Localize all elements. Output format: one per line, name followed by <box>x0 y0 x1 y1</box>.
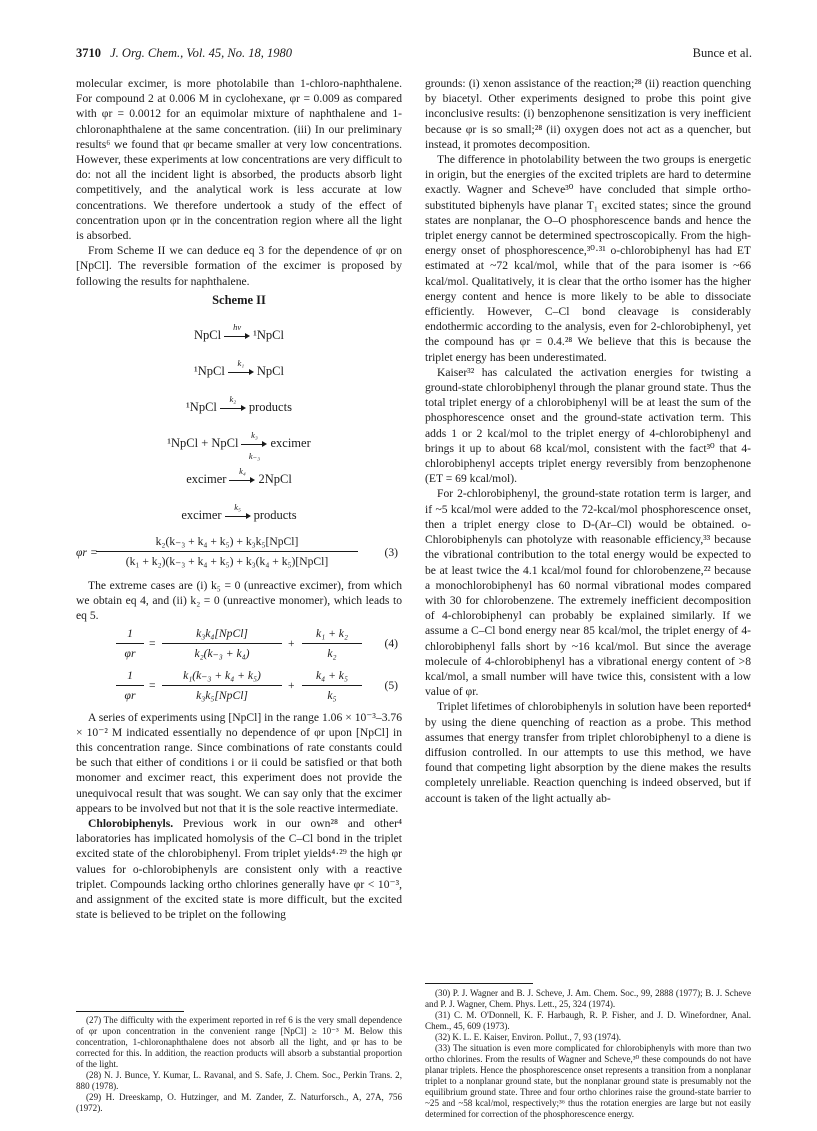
denominator: k₅ <box>327 688 337 702</box>
left-column <box>76 76 402 923</box>
reaction-arrow-icon <box>224 322 250 341</box>
reaction-arrow-icon <box>220 394 246 413</box>
numerator: k₁(k₋₃ + k₄ + k₅) <box>162 668 282 686</box>
numerator: k₁ + k₂ <box>302 626 362 644</box>
footnote-divider <box>76 1011 184 1012</box>
paragraph-text: Previous work in our own²⁸ and other⁴ laboratories has implicated homolysis of the C–Cl bond in the triplet excited state of the chlorobiphenyl. From triplet yields⁴·²⁹ the high φr values for o-chlorobiphenyls are consistent only with a reactive triplet. Compounds lacking ortho chlorines generally have φr < 10⁻³, and assignment of the excited state is more difficult, but the excited state is believed to be triplet on the following <box>76 817 402 922</box>
reactant: ¹NpCl + NpCl <box>167 436 239 451</box>
numerator: k₃k₄[NpCl] <box>162 626 282 644</box>
product: products <box>248 400 292 415</box>
numerator: 1 <box>116 626 144 644</box>
scheme-title: Scheme II <box>212 292 266 307</box>
page-number: 3710 <box>76 46 101 60</box>
footnote: (32) K. L. E. Kaiser, Environ. Pollut., 7, 93 (1974). <box>435 1032 622 1042</box>
paragraph: For 2-chlorobiphenyl, the ground-state rotation term is larger, and if ~5 kcal/mol were added to the 72-kcal/mol phosphorescence onset, then a triplet energy close to D-(Ar–Cl) would be obtained. o-Chlorobiphenyls can photolyze with reasonable efficiency,³³ because the vibrational contribution to the total energy would be expected to be at least twice the 4.1 kcal/mol found for chlorobenzene,²² because a monochlorobiphenyl has 60 normal vibrational modes compared with 30 for chlorobenzene. The extremely inefficient decomposition of 4-chlorobiphenyl can probably be explained similarly. If we assume a C–Cl bond energy near 85 kcal/mol, the triplet energy of 4-chlorobiphenyl falls short by ~16 kcal/mol. But since the average molecule of 4-chlorobiphenyl has a vibrational energy content of >8 kcal/mol, a small number will have twice this, consistent with a low value of φr. <box>425 487 751 699</box>
reaction-line <box>76 494 402 530</box>
rate-constant: k₂ <box>229 394 237 405</box>
equation-number: (5) <box>384 678 398 692</box>
footnote: (30) P. J. Wagner and B. J. Scheve, J. Am. Chem. Soc., 99, 2888 (1977); B. J. Scheve and P. J. Wagner, Chem. Phys. Lett., 25, 324 (1974). <box>425 988 751 1009</box>
equation-lhs: φr = <box>76 546 98 560</box>
footnote-divider <box>425 983 533 984</box>
reaction-line <box>76 422 402 462</box>
footnotes-right <box>425 988 751 1120</box>
right-column <box>425 76 751 806</box>
rate-constant: k₁ <box>237 358 245 369</box>
product: excimer <box>270 436 311 451</box>
rate-constant: k₄ <box>239 466 246 477</box>
running-header <box>76 46 752 64</box>
product: ¹NpCl <box>253 328 284 343</box>
paragraph: grounds: (i) xenon assistance of the reaction;²⁸ (ii) reaction quenching by biacetyl. Other experiments designed to probe this point give inconclusive results: (i) benzophenone sensitization is very inefficient because φr is so small;²⁸ (ii) oxygen does not act as a quencher, but instead, it promotes decomposition. <box>425 77 751 151</box>
footnote: (31) C. M. O'Donnell, K. F. Harbaugh, R. P. Fisher, and J. D. Winefordner, Anal. Chem., 45, 609 (1973). <box>425 1010 751 1031</box>
footnote: (27) The difficulty with the experiment reported in ref 6 is the very small dependence of φr upon concentration in the convenient range [NpCl] ≥ 10⁻³ M. Below this concentration, 1-chloronaphthalene does not absorb all the light, and φr has to be corrected for this. In addition, the reaction products will absorb a substantial proportion of the light. <box>76 1015 402 1069</box>
paragraph: The extreme cases are (i) k₅ = 0 (unreactive excimer), from which we obtain eq 4, and (ii) k₂ = 0 (unreactive monomer), which leads to eq 5. <box>76 579 402 623</box>
equals-sign: = <box>149 678 156 692</box>
rate-constant: hν <box>233 322 242 333</box>
product: 2NpCl <box>258 472 292 487</box>
reaction-arrow-icon <box>228 358 254 377</box>
reactant: ¹NpCl <box>194 364 225 379</box>
paragraph: Triplet lifetimes of chlorobiphenyls in solution have been reported⁴ by using the diene quenching of reaction as a probe. This method assumes that energy transfer from triplet chlorobiphenyl to a diene is diffusion controlled. In our attempts to use this method, we have found that competing light absorption by the diene makes the results completely unreliable. Reaction quenching is indeed observed, but if account is taken of the light actually ab- <box>425 700 751 805</box>
reaction-line <box>76 314 402 350</box>
paragraph: From Scheme II we can deduce eq 3 for the dependence of φr on [NpCl]. The reversible formation of the excimer is proposed by following the results for naphthalene. <box>76 244 402 288</box>
denominator: φr <box>124 646 136 660</box>
product: NpCl <box>256 364 284 379</box>
equals-sign: = <box>149 636 156 650</box>
reaction-line <box>76 386 402 422</box>
reactant: excimer <box>186 472 227 487</box>
running-authors: Bunce et al. <box>692 46 752 60</box>
reaction-arrow-icon <box>229 466 255 485</box>
equation-4 <box>76 626 402 666</box>
paragraph: Kaiser³² has calculated the activation energies for twisting a ground-state chlorobiphenyl through the planar ground state. Thus the total triplet energy of a chlorobiphenyl will be at least the sum of the phosphorescence onset and the ground-state activation term. This adds 1 or 2 kcal/mol to the triplet energy of 4-chlorobiphenyl and brings it up to about 68 kcal/mol, consistent with the fact³⁰ that 4-chlorobiphenyl accepts triplet energy reversibly from benzophenone (ET = 69 kcal/mol). <box>425 365 751 486</box>
rate-constant: k₅ <box>234 502 241 513</box>
denominator: k₂(k₋₃ + k₄) <box>194 646 250 660</box>
numerator: k₄ + k₅ <box>302 668 362 686</box>
reaction-scheme <box>76 314 402 530</box>
denominator: φr <box>124 688 136 702</box>
equation-5 <box>76 668 402 708</box>
plus-sign: + <box>288 636 295 650</box>
paragraph: The difference in photolability between the two groups is energetic in origin, but the energies of the excited triplets are hard to determine exactly. Wagner and Scheve³⁰ have concluded that simple ortho-substituted biphenyls have planar T₁ excited states; since the ground states are nonplanar, the O–O phosphorescence bands and hence the triplet energy cannot be determined spectroscopically. From the high-energy onset of phosphorescence,³⁰·³¹ o-chlorobiphenyl has had ET estimated at ~72 kcal/mol, while that of the para isomer is ~66 kcal/mol. Qualitatively, it is clear that the ortho isomer has the higher energy content and hence is more likely to be able to dissociate efficiently. However, C–Cl bond cleavage is considerably endothermic according to the analysis, even for 2-chlorobiphenyl, yet the compound has φr = 0.4.²⁸ We believe that this is because the triplet energy has been underestimated. <box>425 153 751 364</box>
reactant: excimer <box>181 508 222 523</box>
equilibrium-arrow-icon <box>241 430 267 462</box>
plus-sign: + <box>288 678 295 692</box>
equation-number: (3) <box>384 546 398 560</box>
reaction-line <box>76 350 402 386</box>
journal-citation: J. Org. Chem., Vol. 45, No. 18, 1980 <box>110 46 292 60</box>
footnote: (29) H. Dreeskamp, O. Hutzinger, and M. Zander, Z. Naturforsch., A, 27A, 756 (1972). <box>76 1092 402 1113</box>
product: products <box>253 508 297 523</box>
denominator: k₂ <box>327 646 337 660</box>
numerator: k₂(k₋₃ + k₄ + k₅) + k₃k₅[NpCl] <box>96 534 358 552</box>
fraction <box>96 534 358 569</box>
section-heading: Chlorobiphenyls. <box>88 817 174 831</box>
denominator: (k₁ + k₂)(k₋₃ + k₄ + k₅) + k₃(k₄ + k₅)[NpCl] <box>125 555 329 569</box>
footnote: (28) N. J. Bunce, Y. Kumar, L. Ravanal, and S. Safe, J. Chem. Soc., Perkin Trans. 2, 880 (1978). <box>76 1070 402 1091</box>
paragraph: molecular excimer, is more photolabile than 1-chloro-naphthalene. For compound 2 at 0.006 M in cyclohexane, φr = 0.009 as compared with φr = 0.0012 for an equimolar mixture of naphthalene and 1-chloronaphthalene at the same concentration. (iii) In our preliminary results⁶ we found that φr became smaller at very low concentrations. However, these experiments at low concentrations are very difficult to do: not all the incident light is absorbed, the products absorb light competitively, and the analytical work is less accurate at low concentrations. We therefore undertook a study of the effect of concentration upon φr in the concentration region where all the light is absorbed. <box>76 77 402 243</box>
equation-number: (4) <box>384 636 398 650</box>
denominator: k₃k₅[NpCl] <box>196 688 248 702</box>
paragraph: A series of experiments using [NpCl] in the range 1.06 × 10⁻³–3.76 × 10⁻² M indicated essentially no dependence of φr upon [NpCl] in this concentration range. Since combinations of rate constants could be such that either of conditions i or ii could be satisfied or that both monomer and excimer react, this experiment does not provide the unequivocal result that was sought. We can say only that the excimer appears to be involved but not that it is the sole reactive intermediate. <box>76 710 402 815</box>
reaction-arrow-icon <box>225 502 251 521</box>
reactant: ¹NpCl <box>186 400 217 415</box>
numerator: 1 <box>116 668 144 686</box>
rate-constant: k₃ <box>251 430 258 441</box>
reactant: NpCl <box>194 328 222 343</box>
rate-constant-reverse: k₋₃ <box>248 451 261 462</box>
footnote: (33) The situation is even more complicated for chlorobiphenyls with more than two ortho chlorines. From the results of Wagner and Scheve,³⁰ these compounds do not have planar triplets. Hence the phosphorescence onset represents a transition from a nonplanar triplet to a nonplanar ground state, but the nonplanar ground state is presumably not the equilibrium ground state. Three and four ortho chlorines raise the ground-state barrier to ~25 and ~58 kcal/mol, respectively;³⁶ thus the rotation energies are large but not easily determined for correction of the phosphorescence energy. <box>425 1043 751 1119</box>
equation-3 <box>76 534 402 574</box>
footnotes-left <box>76 1015 402 1114</box>
reaction-line <box>76 458 402 494</box>
paragraph <box>76 816 402 922</box>
